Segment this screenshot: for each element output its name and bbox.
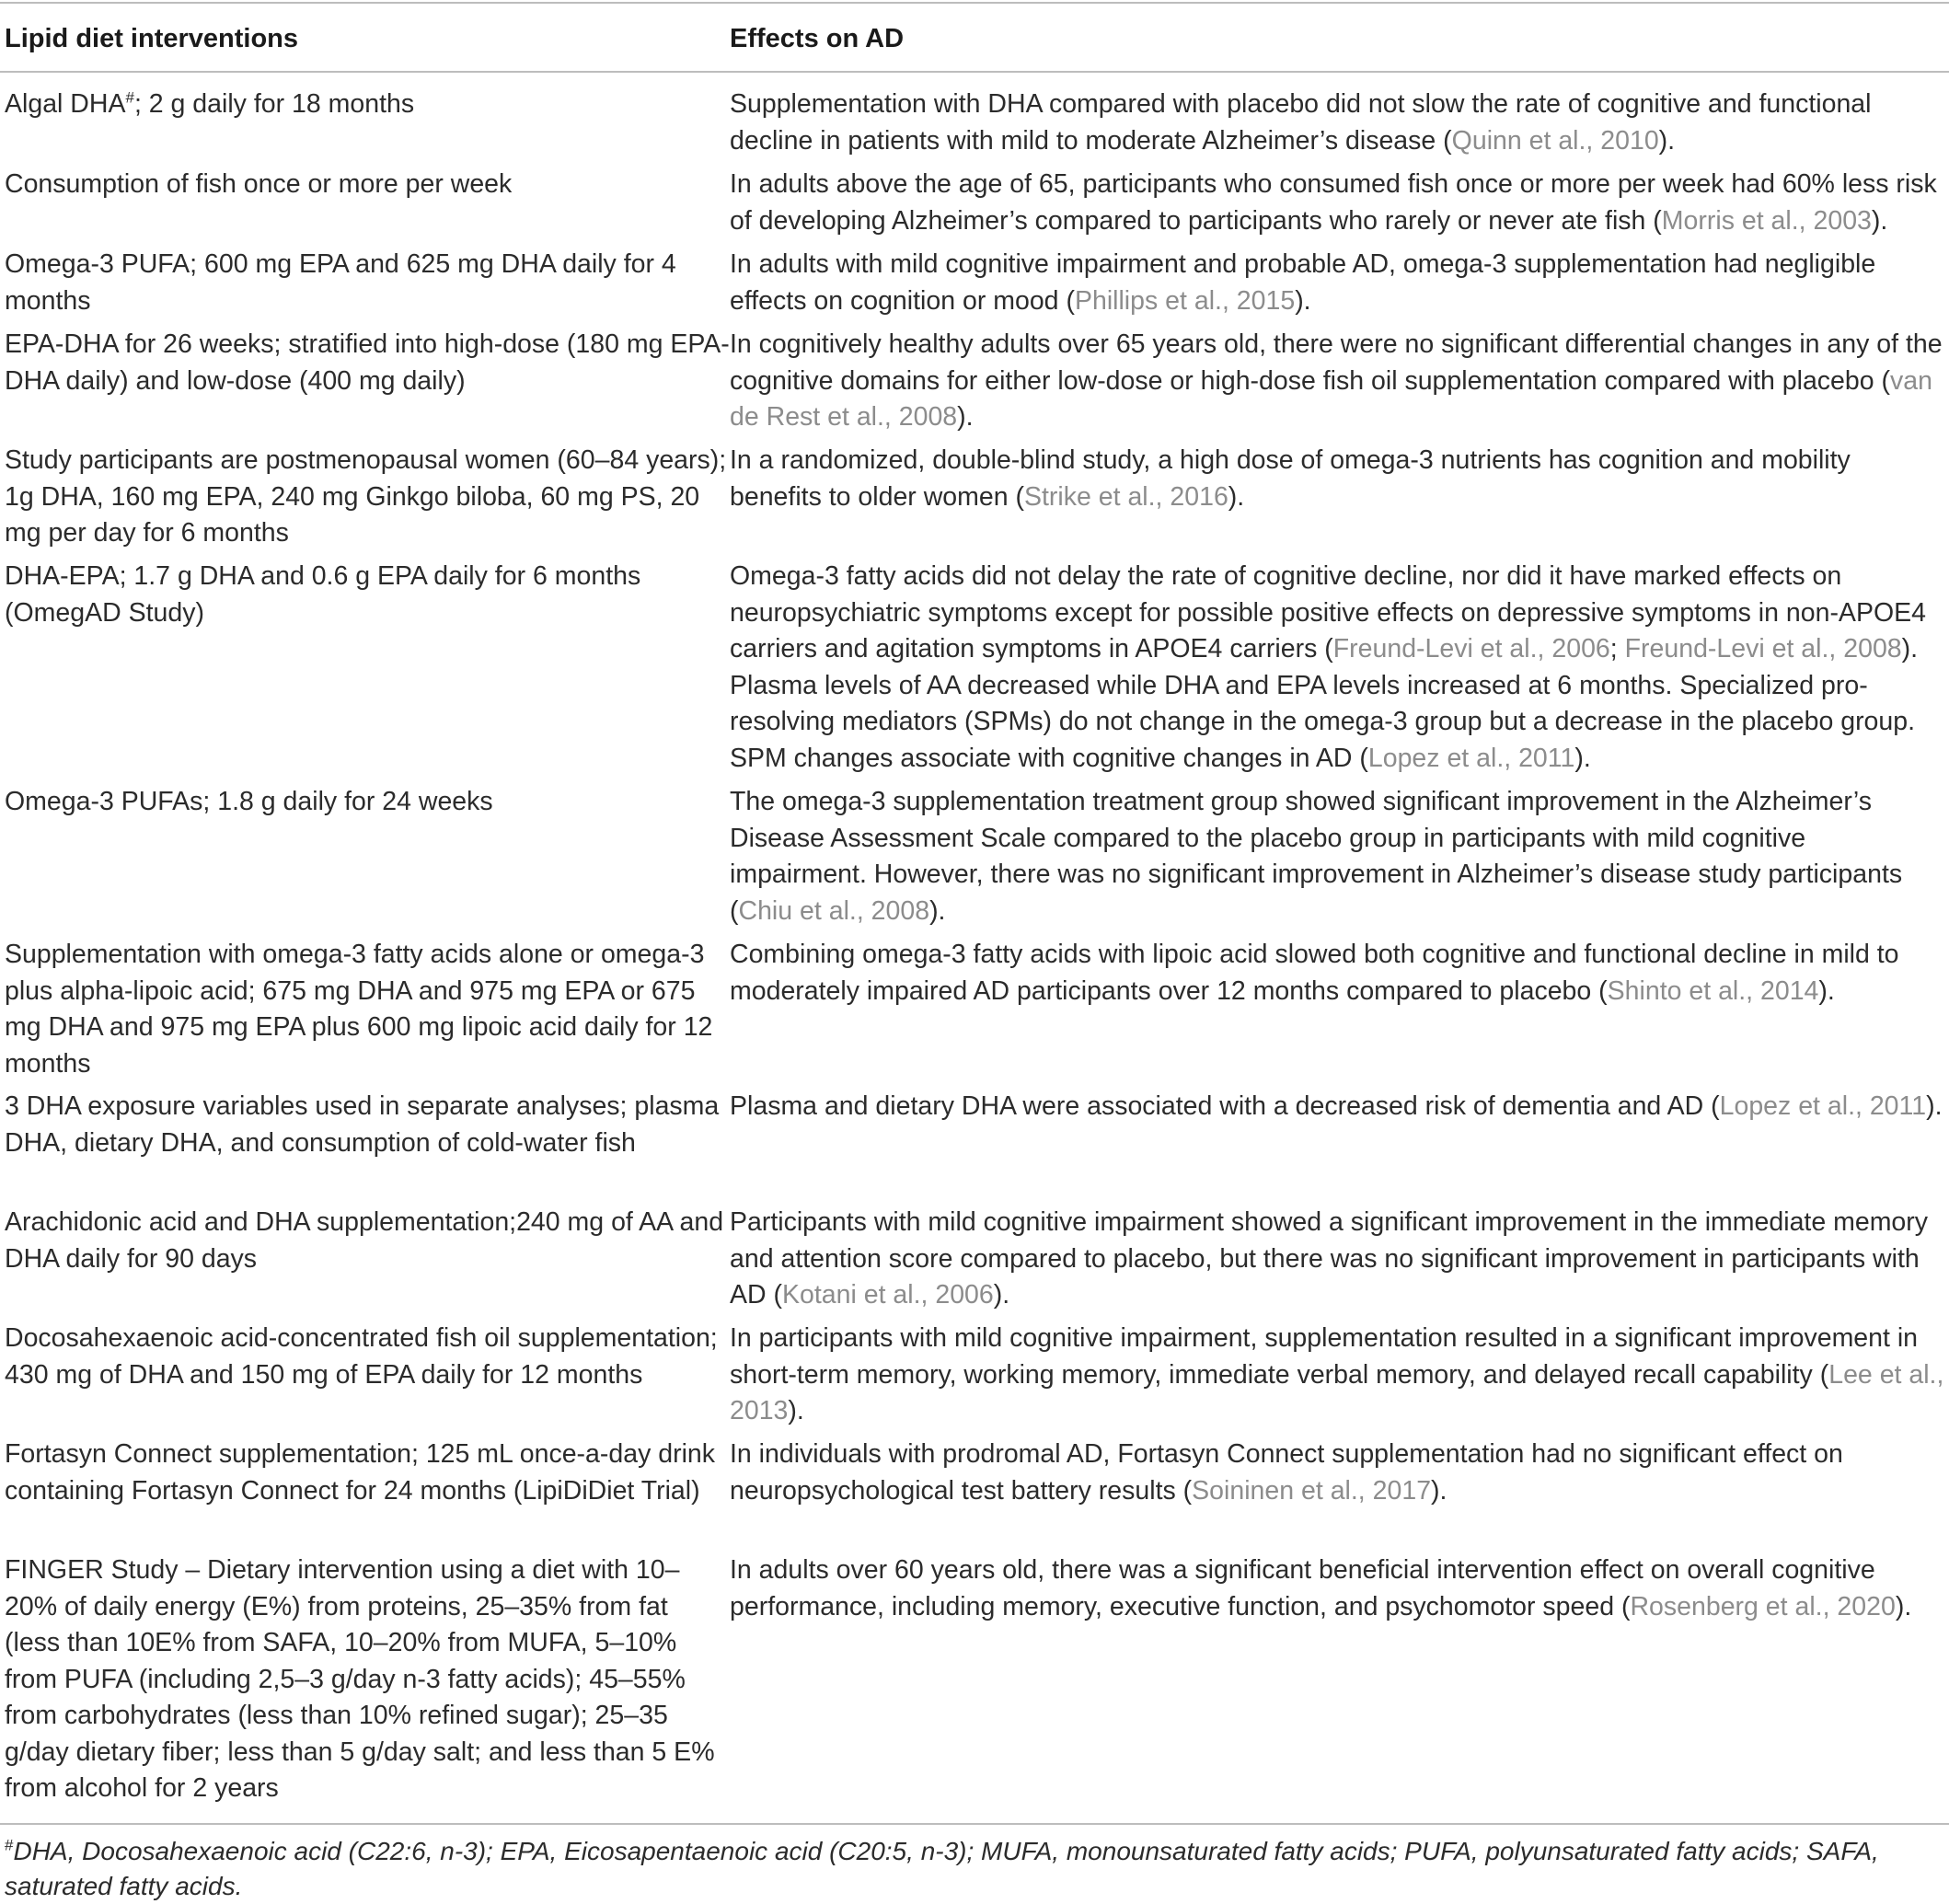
effect-cell (730, 784, 1949, 937)
effect-text: In adults with mild cognitive impairment and probable AD, omega-3 supplementation had negligible effects on cognition or mood ( (730, 249, 1876, 316)
effect-text: ). (1574, 743, 1591, 773)
citation-link[interactable]: Morris et al., 2003 (1661, 205, 1872, 236)
intervention-cell: FINGER Study – Dietary intervention using a diet with 10–20% of daily energy (E%) from proteins, 25–35% from fat (less than 10E% from SAFA, 10–20% from MUFA, 5–10% from PUFA (including 2,5–3 g/day n-3 fatty acids); 45–55% from carbohydrates (less than 10% refined sugar); 25–35 g/day dietary fiber; less than 5 g/day salt; and less than 5 E% from alcohol for 2 years (5, 1555, 715, 1803)
effect-text: ). (1926, 1091, 1943, 1121)
effect-cell (730, 559, 1949, 784)
citation-link[interactable]: Kotani et al., 2006 (782, 1280, 994, 1310)
table-row (0, 1205, 1949, 1321)
effect-text: ). (1871, 205, 1888, 236)
effect-cell (730, 1205, 1949, 1321)
citation-link[interactable]: Strike et al., 2016 (1024, 481, 1228, 512)
header-rule (0, 71, 1949, 73)
intervention-cell: Consumption of fish once or more per week (5, 169, 513, 199)
table-row (0, 1321, 1949, 1437)
column-header-effects: Effects on AD (730, 24, 905, 53)
effect-text: In a randomized, double-blind study, a high dose of omega-3 nutrients has cognition and mobility benefits to older women ( (730, 445, 1851, 512)
effect-cell (730, 1089, 1949, 1205)
table-body (0, 87, 1949, 1810)
effect-text: In individuals with prodromal AD, Fortasyn Connect supplementation had no significant effect on neuropsychological test battery results ( (730, 1439, 1843, 1506)
table-row (0, 937, 1949, 1089)
citation-link[interactable]: Chiu et al., 2008 (738, 895, 930, 926)
table-row (0, 87, 1949, 167)
intervention-cell (0, 87, 730, 167)
effect-text: In adults above the age of 65, participants who consumed fish once or more per week had 60% less risk of developing Alzheimer’s compared to participants who rarely or never ate fish ( (730, 169, 1937, 236)
effect-text: ). (788, 1396, 804, 1425)
effect-text: ). (1895, 1591, 1912, 1621)
table-row (0, 247, 1949, 327)
table-row (0, 443, 1949, 559)
intervention-cell: EPA-DHA for 26 weeks; stratified into high-dose (180 mg EPA-DHA daily) and low-dose (400 mg daily) (5, 329, 730, 396)
citation-link[interactable]: Freund-Levi et al., 2006 (1332, 634, 1610, 664)
table-row (0, 1089, 1949, 1205)
citation-link[interactable]: Freund-Levi et al., 2008 (1624, 634, 1902, 664)
effect-text: ). (1228, 481, 1245, 512)
effect-cell (730, 1552, 1949, 1810)
effect-text: ). Plasma levels of AA decreased while DHA and EPA levels increased at 6 months. Specialized pro-resolving mediators (SPMs) do not change in the omega-3 group but a decrease in the placebo group. SPM changes associate with cognitive changes in AD ( (730, 634, 1919, 773)
citation-link[interactable]: Phillips et al., 2015 (1074, 285, 1296, 316)
citation-link[interactable]: Lopez et al., 2011 (1367, 743, 1575, 773)
effect-cell (730, 937, 1949, 1089)
effect-text: ). (957, 402, 974, 432)
intervention-cell: Omega-3 PUFAs; 1.8 g daily for 24 weeks (5, 787, 493, 816)
citation-link[interactable]: Lopez et al., 2011 (1719, 1091, 1927, 1121)
effect-cell (730, 327, 1949, 443)
intervention-cell: Fortasyn Connect supplementation; 125 mL once-a-day drink containing Fortasyn Connect for 24 months (LipiDiDiet Trial) (5, 1439, 716, 1506)
effect-text: Combining omega-3 fatty acids with lipoic acid slowed both cognitive and functional decline in mild to moderately impaired AD participants over 12 months compared to placebo ( (730, 940, 1899, 1006)
effect-text: Supplementation with DHA compared with placebo did not slow the rate of cognitive and functional decline in patients with mild to moderate Alzheimer’s disease ( (730, 89, 1872, 156)
intervention-cell: 3 DHA exposure variables used in separate analyses; plasma DHA, dietary DHA, and consumption of cold-water fish (5, 1091, 720, 1158)
top-rule (0, 2, 1949, 4)
intervention-text: ; 2 g daily for 18 months (133, 89, 415, 119)
effect-cell (730, 87, 1949, 167)
effect-text: Plasma and dietary DHA were associated with a decreased risk of dementia and AD ( (730, 1091, 1720, 1121)
effect-text: ). (993, 1280, 1010, 1310)
footnote-mark: # (5, 1836, 14, 1854)
citation-link[interactable]: Lee et al., 2013 (730, 1359, 1944, 1425)
effect-text: In cognitively healthy adults over 65 years old, there were no significant differential changes in any of the cognitive domains for either low-dose or high-dose fish oil supplementation compared with placebo ( (730, 329, 1943, 396)
intervention-cell: DHA-EPA; 1.7 g DHA and 0.6 g EPA daily for 6 months (OmegAD Study) (5, 561, 641, 628)
citation-link[interactable]: Rosenberg et al., 2020 (1630, 1591, 1896, 1621)
effect-text: ). (1295, 285, 1311, 316)
intervention-cell: Arachidonic acid and DHA supplementation;240 mg of AA and DHA daily for 90 days (5, 1207, 724, 1274)
table-row (0, 784, 1949, 937)
footnote-mark: # (125, 88, 134, 107)
citation-link[interactable]: Shinto et al., 2014 (1607, 975, 1819, 1006)
intervention-cell: Study participants are postmenopausal women (60–84 years); 1g DHA, 160 mg EPA, 240 mg Ginkgo biloba, 60 mg PS, 20 mg per day for 6 months (5, 445, 727, 548)
intervention-cell: Omega-3 PUFA; 600 mg EPA and 625 mg DHA daily for 4 months (5, 249, 676, 316)
effect-cell (730, 247, 1949, 327)
effect-text: ; (1609, 634, 1625, 664)
effect-cell (730, 167, 1949, 247)
table-footnote (5, 1834, 1937, 1904)
effect-text: ). (1431, 1475, 1447, 1506)
citation-link[interactable]: Quinn et al., 2010 (1451, 125, 1659, 156)
effect-cell (730, 1321, 1949, 1437)
citation-link[interactable]: van de Rest et al., 2008 (730, 365, 1932, 432)
effect-text: Omega-3 fatty acids did not delay the rate of cognitive decline, nor did it have marked effects on neuropsychiatric symptoms except for possible positive effects on depressive symptoms in non-APOE4 carriers and agitation symptoms in APOE4 carriers ( (730, 561, 1926, 664)
effect-text: In participants with mild cognitive impairment, supplementation resulted in a significant improvement in short-term memory, working memory, immediate verbal memory, and delayed recall capability ( (730, 1323, 1919, 1390)
effect-text: ). (1658, 125, 1676, 156)
intervention-cell: Supplementation with omega-3 fatty acids alone or omega-3 plus alpha-lipoic acid; 675 mg DHA and 975 mg EPA or 675 mg DHA and 975 mg EPA plus 600 mg lipoic acid daily for 12 months (5, 940, 713, 1079)
table-row (0, 1552, 1949, 1810)
effect-cell (730, 443, 1949, 559)
table-row (0, 167, 1949, 247)
table-row (0, 327, 1949, 443)
effect-text: ). (1818, 975, 1835, 1006)
intervention-cell: Docosahexaenoic acid-concentrated fish oil supplementation; 430 mg of DHA and 150 mg of EPA daily for 12 months (5, 1323, 718, 1390)
effect-text: ). (929, 895, 946, 926)
citation-link[interactable]: Soininen et al., 2017 (1192, 1475, 1432, 1506)
table-row (0, 1437, 1949, 1552)
intervention-text: Algal DHA (5, 89, 126, 119)
effect-cell (730, 1437, 1949, 1552)
effect-text: In adults over 60 years old, there was a significant beneficial intervention effect on overall cognitive performance, including memory, executive function, and psychomotor speed ( (730, 1555, 1875, 1621)
effect-text: The omega-3 supplementation treatment group showed significant improvement in the Alzheimer’s Disease Assessment Scale compared to the placebo group in participants with mild cognitive impairment. However, there was no significant improvement in Alzheimer’s disease study participants ( (730, 787, 1903, 926)
bottom-rule (0, 1823, 1949, 1825)
column-header-interventions: Lipid diet interventions (5, 24, 299, 53)
footnote-text: DHA, Docosahexaenoic acid (C22:6, n-3); EPA, Eicosapentaenoic acid (C20:5, n-3); MUFA, monounsaturated fatty acids; PUFA, polyunsaturated fatty acids; SAFA, saturated fatty acids. (5, 1837, 1879, 1900)
table-row (0, 559, 1949, 784)
effect-text: Participants with mild cognitive impairment showed a significant improvement in the immediate memory and attention score compared to placebo, but there was no significant improvement in participants with AD ( (730, 1207, 1929, 1310)
